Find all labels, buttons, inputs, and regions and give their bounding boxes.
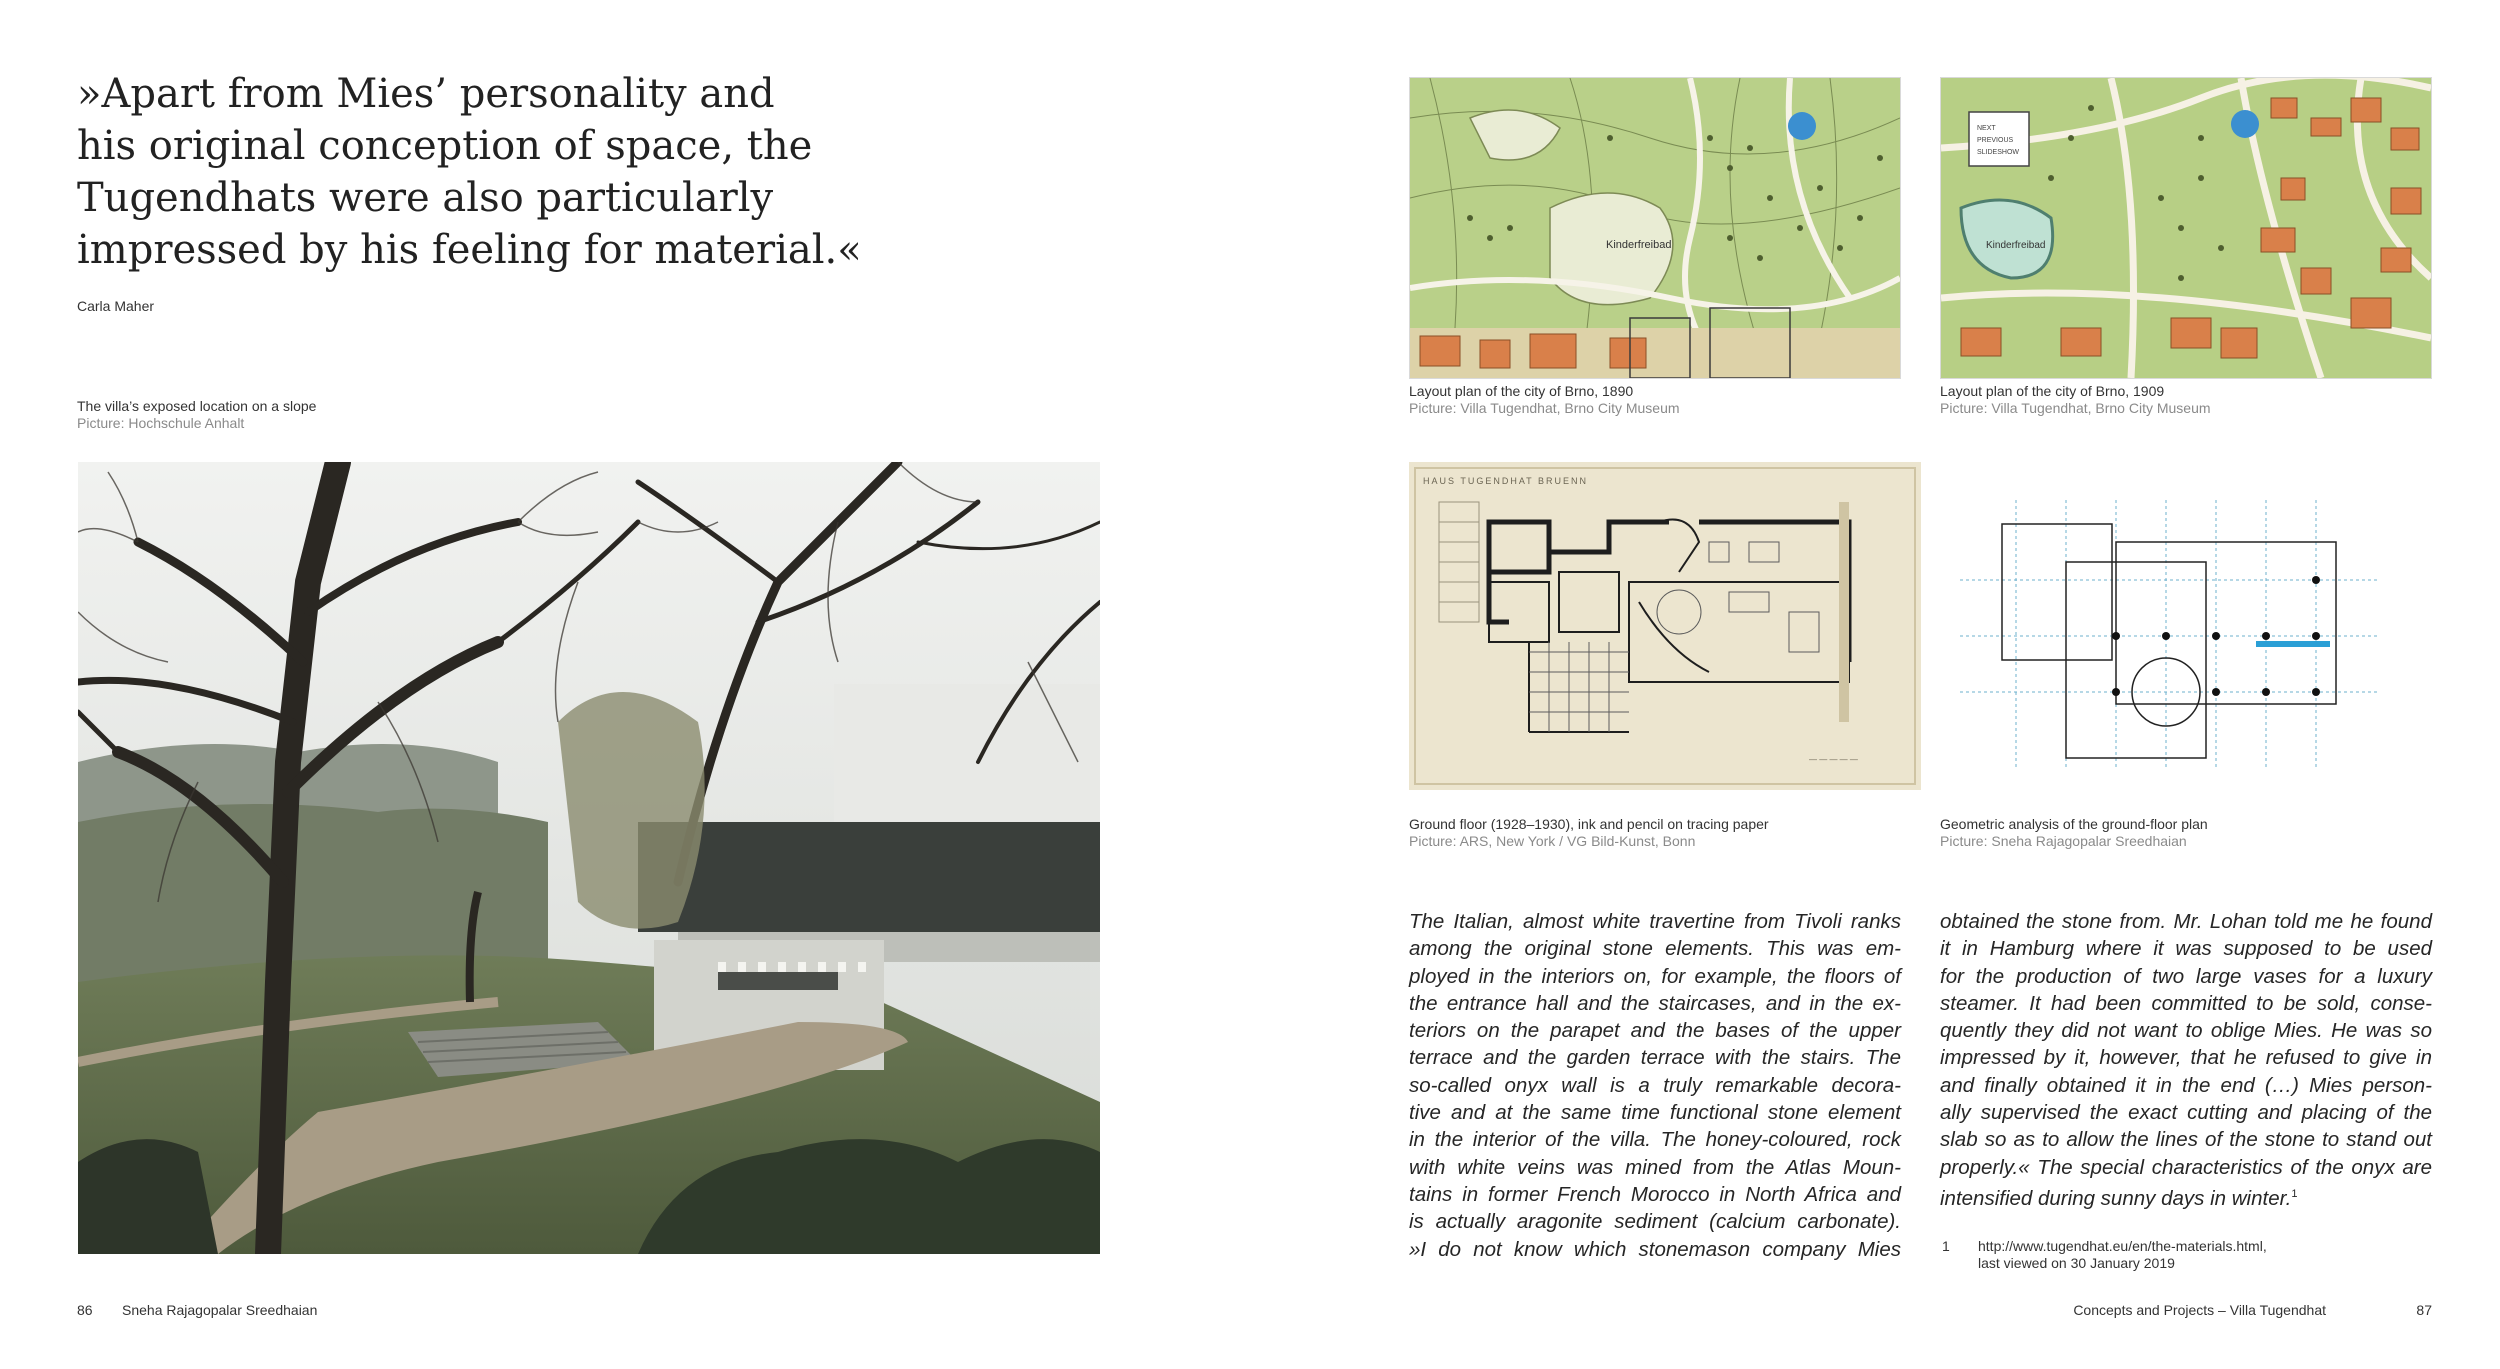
- geometric-analysis-caption: [1940, 816, 2208, 850]
- map-1909-caption: [1940, 383, 2211, 417]
- text-line-content: intensified during sunny days in winter.: [1940, 1186, 2292, 1210]
- text-line: properly.« The special characteristics of the onyx are: [1940, 1155, 2432, 1179]
- text-line: ally supervised the exact cutting and placing of the: [1940, 1101, 2432, 1125]
- villa-photo: [78, 462, 1100, 1254]
- map-1890: [1409, 77, 1901, 379]
- caption-title: Ground floor (1928–1930), ink and pencil on tracing paper: [1409, 816, 1769, 832]
- text-line: The Italian, almost white travertine from Tivoli ranks: [1409, 910, 1901, 933]
- left-running-head: Sneha Rajagopalar Sreedhaian: [122, 1302, 318, 1318]
- left-page-number: 86: [77, 1302, 93, 1318]
- caption-title: Layout plan of the city of Brno, 1909: [1940, 383, 2165, 399]
- text-line: so-called onyx wall is a truly remarkable decora-: [1409, 1073, 1901, 1097]
- map-sign-line: NEXT: [1977, 125, 1996, 132]
- map-label: Kinderfreibad: [1606, 239, 1672, 251]
- body-column-1: [1409, 908, 1901, 1263]
- text-line: impressed by it, however, that he refused to give in: [1940, 1046, 2432, 1070]
- map-sign-line: SLIDESHOW: [1977, 149, 2020, 156]
- pull-quote: [77, 68, 862, 276]
- footnote-reference: 1: [2291, 1187, 2298, 1200]
- drawing-header: HAUS TUGENDHAT BRUENN: [1423, 476, 1589, 486]
- map-1890-caption: [1409, 383, 1680, 417]
- caption-credit: Picture: Villa Tugendhat, Brno City Museum: [1409, 400, 1680, 416]
- right-running-head: Concepts and Projects – Villa Tugendhat: [2073, 1302, 2326, 1318]
- quote-author: Carla Maher: [77, 298, 155, 314]
- text-line: slab so as to allow the lines of the stone to stand out: [1940, 1128, 2432, 1152]
- text-line: tains in former French Morocco in North Africa and: [1409, 1182, 1901, 1206]
- caption-credit: Picture: Villa Tugendhat, Brno City Museum: [1940, 400, 2211, 416]
- caption-title: Geometric analysis of the ground-floor plan: [1940, 816, 2208, 832]
- text-line: »I do not know which stonemason company Mies: [1409, 1237, 1901, 1261]
- text-line: it in Hamburg where it was supposed to be used: [1940, 937, 2432, 961]
- text-line: tive and at the same time functional stone element: [1409, 1101, 1901, 1125]
- photo-caption: [77, 398, 316, 432]
- footnote-date: last viewed on 30 January 2019: [1978, 1255, 2175, 1271]
- caption-credit: Picture: Hochschule Anhalt: [77, 415, 245, 431]
- text-line: obtained the stone from. Mr. Lohan told me he found: [1940, 910, 2432, 933]
- text-line: for the production of two large vases for a luxury: [1940, 964, 2432, 988]
- text-line: [1940, 1181, 2432, 1212]
- map-label: Kinderfreibad: [1986, 240, 2046, 251]
- text-line: is actually aragonite sediment (calcium carbonate).: [1409, 1210, 1901, 1234]
- quote-line: impressed by his feeling for material.«: [77, 227, 862, 273]
- svg-text:— — — — —: — — — — —: [1809, 755, 1858, 764]
- quote-line: Tugendhats were also particularly: [77, 175, 774, 221]
- map-1909: [1940, 77, 2432, 379]
- right-page-number: 87: [2416, 1302, 2432, 1318]
- footnote-number: 1: [1942, 1238, 1950, 1254]
- text-line: ployed in the interiors on, for example, the floors of: [1409, 964, 1901, 988]
- caption-credit: Picture: Sneha Rajagopalar Sreedhaian: [1940, 833, 2187, 849]
- ground-floor-drawing: [1409, 462, 1921, 790]
- text-line: quently they did not want to oblige Mies. He was so: [1940, 1019, 2432, 1043]
- caption-title: Layout plan of the city of Brno, 1890: [1409, 383, 1634, 399]
- body-column-2: [1940, 908, 2432, 1212]
- text-line: among the original stone elements. This was em-: [1409, 937, 1901, 961]
- caption-credit: Picture: ARS, New York / VG Bild-Kunst, Bonn: [1409, 833, 1696, 849]
- ground-floor-caption: [1409, 816, 1769, 850]
- text-line: the entrance hall and the staircases, and in the ex-: [1409, 991, 1901, 1015]
- footnote-text: [1978, 1238, 2267, 1272]
- text-line: steamer. It had been committed to be sold, conse-: [1940, 991, 2432, 1015]
- geometric-analysis-diagram: [1960, 470, 2400, 790]
- quote-line: »Apart from Mies’ personality and: [77, 71, 775, 117]
- text-line: in the interior of the villa. The honey-coloured, rock: [1409, 1128, 1901, 1152]
- quote-line: his original conception of space, the: [77, 123, 813, 169]
- text-line: and finally obtained it in the end (…) Mies person-: [1940, 1073, 2432, 1097]
- caption-title: The villa’s exposed location on a slope: [77, 398, 317, 414]
- text-line: teriors on the parapet and the bases of the upper: [1409, 1019, 1901, 1043]
- text-line: terrace and the garden terrace with the stairs. The: [1409, 1046, 1901, 1070]
- footnote-link[interactable]: http://www.tugendhat.eu/en/the-materials.html,: [1978, 1238, 2267, 1254]
- text-line: with white veins was mined from the Atlas Moun-: [1409, 1155, 1901, 1179]
- map-sign-line: PREVIOUS: [1977, 137, 2014, 144]
